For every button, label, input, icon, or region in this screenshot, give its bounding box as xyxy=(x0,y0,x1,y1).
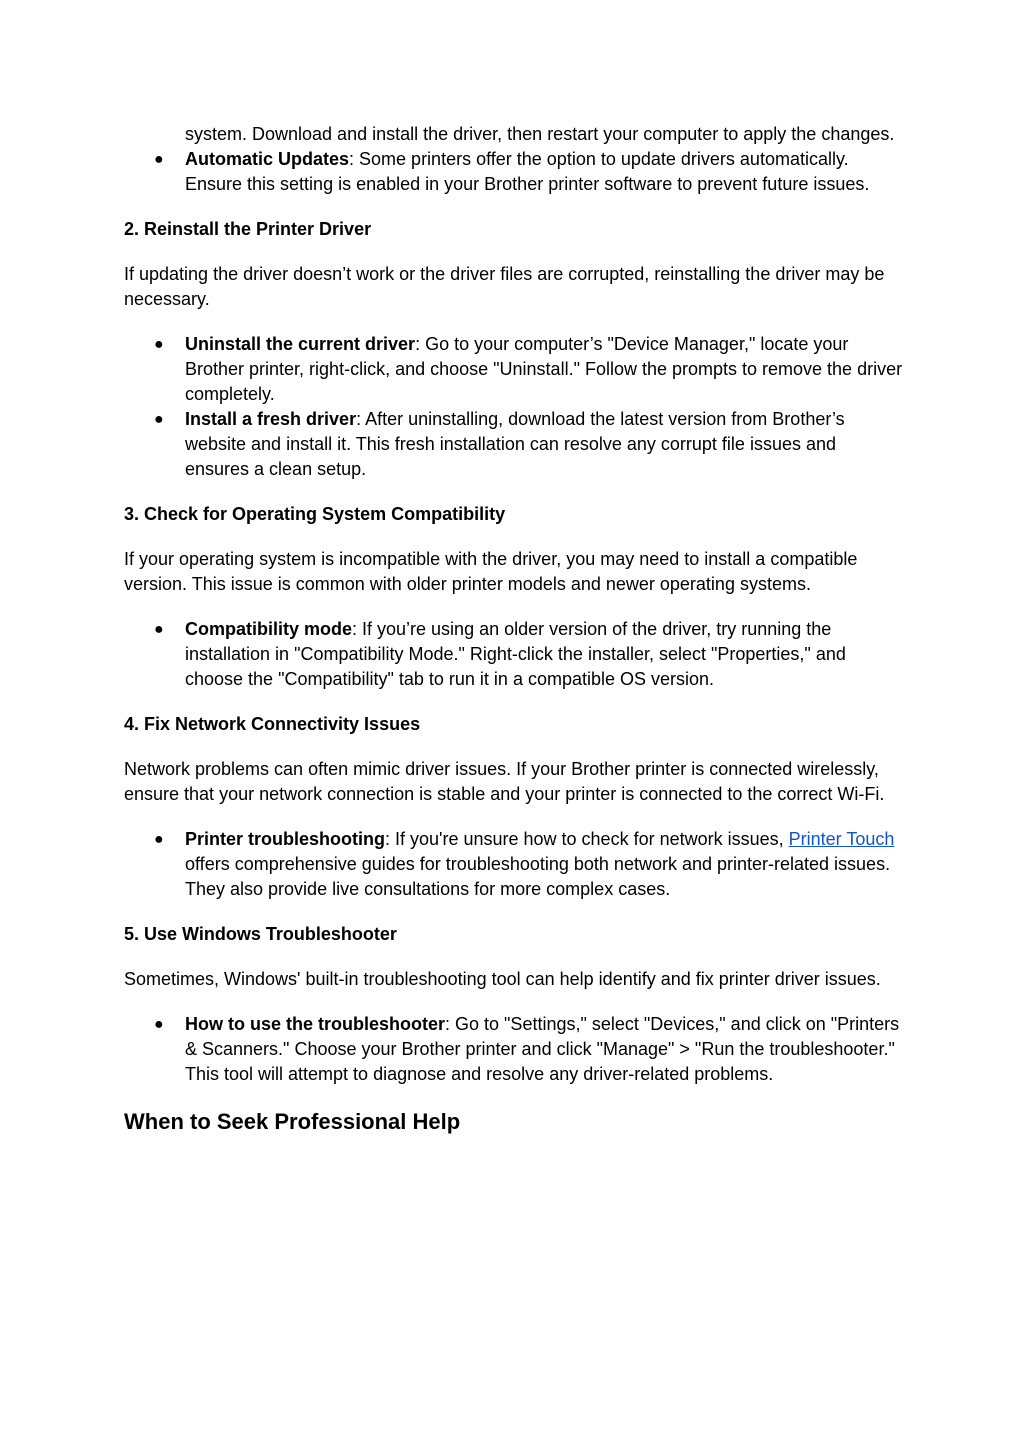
section-bullet-list xyxy=(124,617,904,692)
bullet-icon: ● xyxy=(154,336,164,353)
list-item-bold-term: Automatic Updates xyxy=(185,149,350,169)
bullet-icon: ● xyxy=(154,411,164,428)
list-item xyxy=(124,332,904,407)
section-paragraph: Sometimes, Windows' built-in troubleshooting tool can help identify and fix printer driver issues. xyxy=(124,969,881,989)
list-item-bold-term: Install a fresh driver xyxy=(185,409,357,429)
list-item-text: : If you're unsure how to check for network issues, xyxy=(385,829,789,849)
list-item-text: offers comprehensive guides for troubleshooting both network and printer-related issues. They also provide live consultations for more complex cases. xyxy=(185,854,891,899)
list-item xyxy=(124,1012,904,1087)
list-item-text: : Go to your computer’s "Device Manager," locate your Brother printer, right-click, and choose "Uninstall." Follow the prompts to remove the driver completely. xyxy=(185,334,903,404)
printer-touch-link[interactable]: Printer Touch xyxy=(788,829,895,849)
list-item-bold-term: Compatibility mode xyxy=(185,619,353,639)
bullet-icon: ● xyxy=(154,831,164,848)
section-paragraph: Network problems can often mimic driver issues. If your Brother printer is connected wirelessly, ensure that your network connection is stable and your printer is connected to the correct Wi-Fi. xyxy=(124,759,885,804)
list-item-bold-term: How to use the troubleshooter xyxy=(185,1014,446,1034)
list-item-text: system. Download and install the driver, then restart your computer to apply the changes. xyxy=(185,124,895,144)
list-item xyxy=(124,617,904,692)
section-heading: 5. Use Windows Troubleshooter xyxy=(124,924,397,944)
list-item xyxy=(124,407,904,482)
bullet-icon: ● xyxy=(154,621,164,638)
section-bullet-list xyxy=(124,332,904,482)
section-heading: 4. Fix Network Connectivity Issues xyxy=(124,714,421,734)
list-item-bold-term: Printer troubleshooting xyxy=(185,829,385,849)
list-item-bold-term: Uninstall the current driver xyxy=(185,334,416,354)
bullet-icon: ● xyxy=(154,1016,164,1033)
section-paragraph: If updating the driver doesn’t work or the driver files are corrupted, reinstalling the driver may be necessary. xyxy=(124,264,885,309)
closing-heading: When to Seek Professional Help xyxy=(124,1109,461,1134)
list-item-continuation xyxy=(124,122,904,147)
section-paragraph: If your operating system is incompatible with the driver, you may need to install a compatible version. This issue is common with older printer models and newer operating systems. xyxy=(124,549,858,594)
list-item-text: : After uninstalling, download the latest version from Brother’s website and install it. This fresh installation can resolve any corrupt file issues and ensures a clean setup. xyxy=(185,409,845,479)
section-heading: 3. Check for Operating System Compatibility xyxy=(124,504,506,524)
bullet-icon: ● xyxy=(154,151,164,168)
list-item-text: : If you’re using an older version of the driver, try running the installation in "Compatibility Mode." Right-click the installer, select "Properties," and choose the "Compatibility" tab to run it in a compatible OS version. xyxy=(185,619,846,689)
list-item-text: : Go to "Settings," select "Devices," and click on "Printers & Scanners." Choose your Brother printer and click "Manage" > "Run the troubleshooter." This tool will attempt to diagnose and resolve any driver-related problems. xyxy=(185,1014,900,1084)
section-heading: 2. Reinstall the Printer Driver xyxy=(124,219,372,239)
list-item xyxy=(124,147,904,197)
document-page xyxy=(124,122,904,1137)
list-item xyxy=(124,827,904,902)
list-item-text: : Some printers offer the option to update drivers automatically. Ensure this setting is enabled in your Brother printer software to prevent future issues. xyxy=(185,149,870,194)
section-bullet-list xyxy=(124,1012,904,1087)
intro-bullet-list xyxy=(124,122,904,197)
section-bullet-list xyxy=(124,827,904,902)
